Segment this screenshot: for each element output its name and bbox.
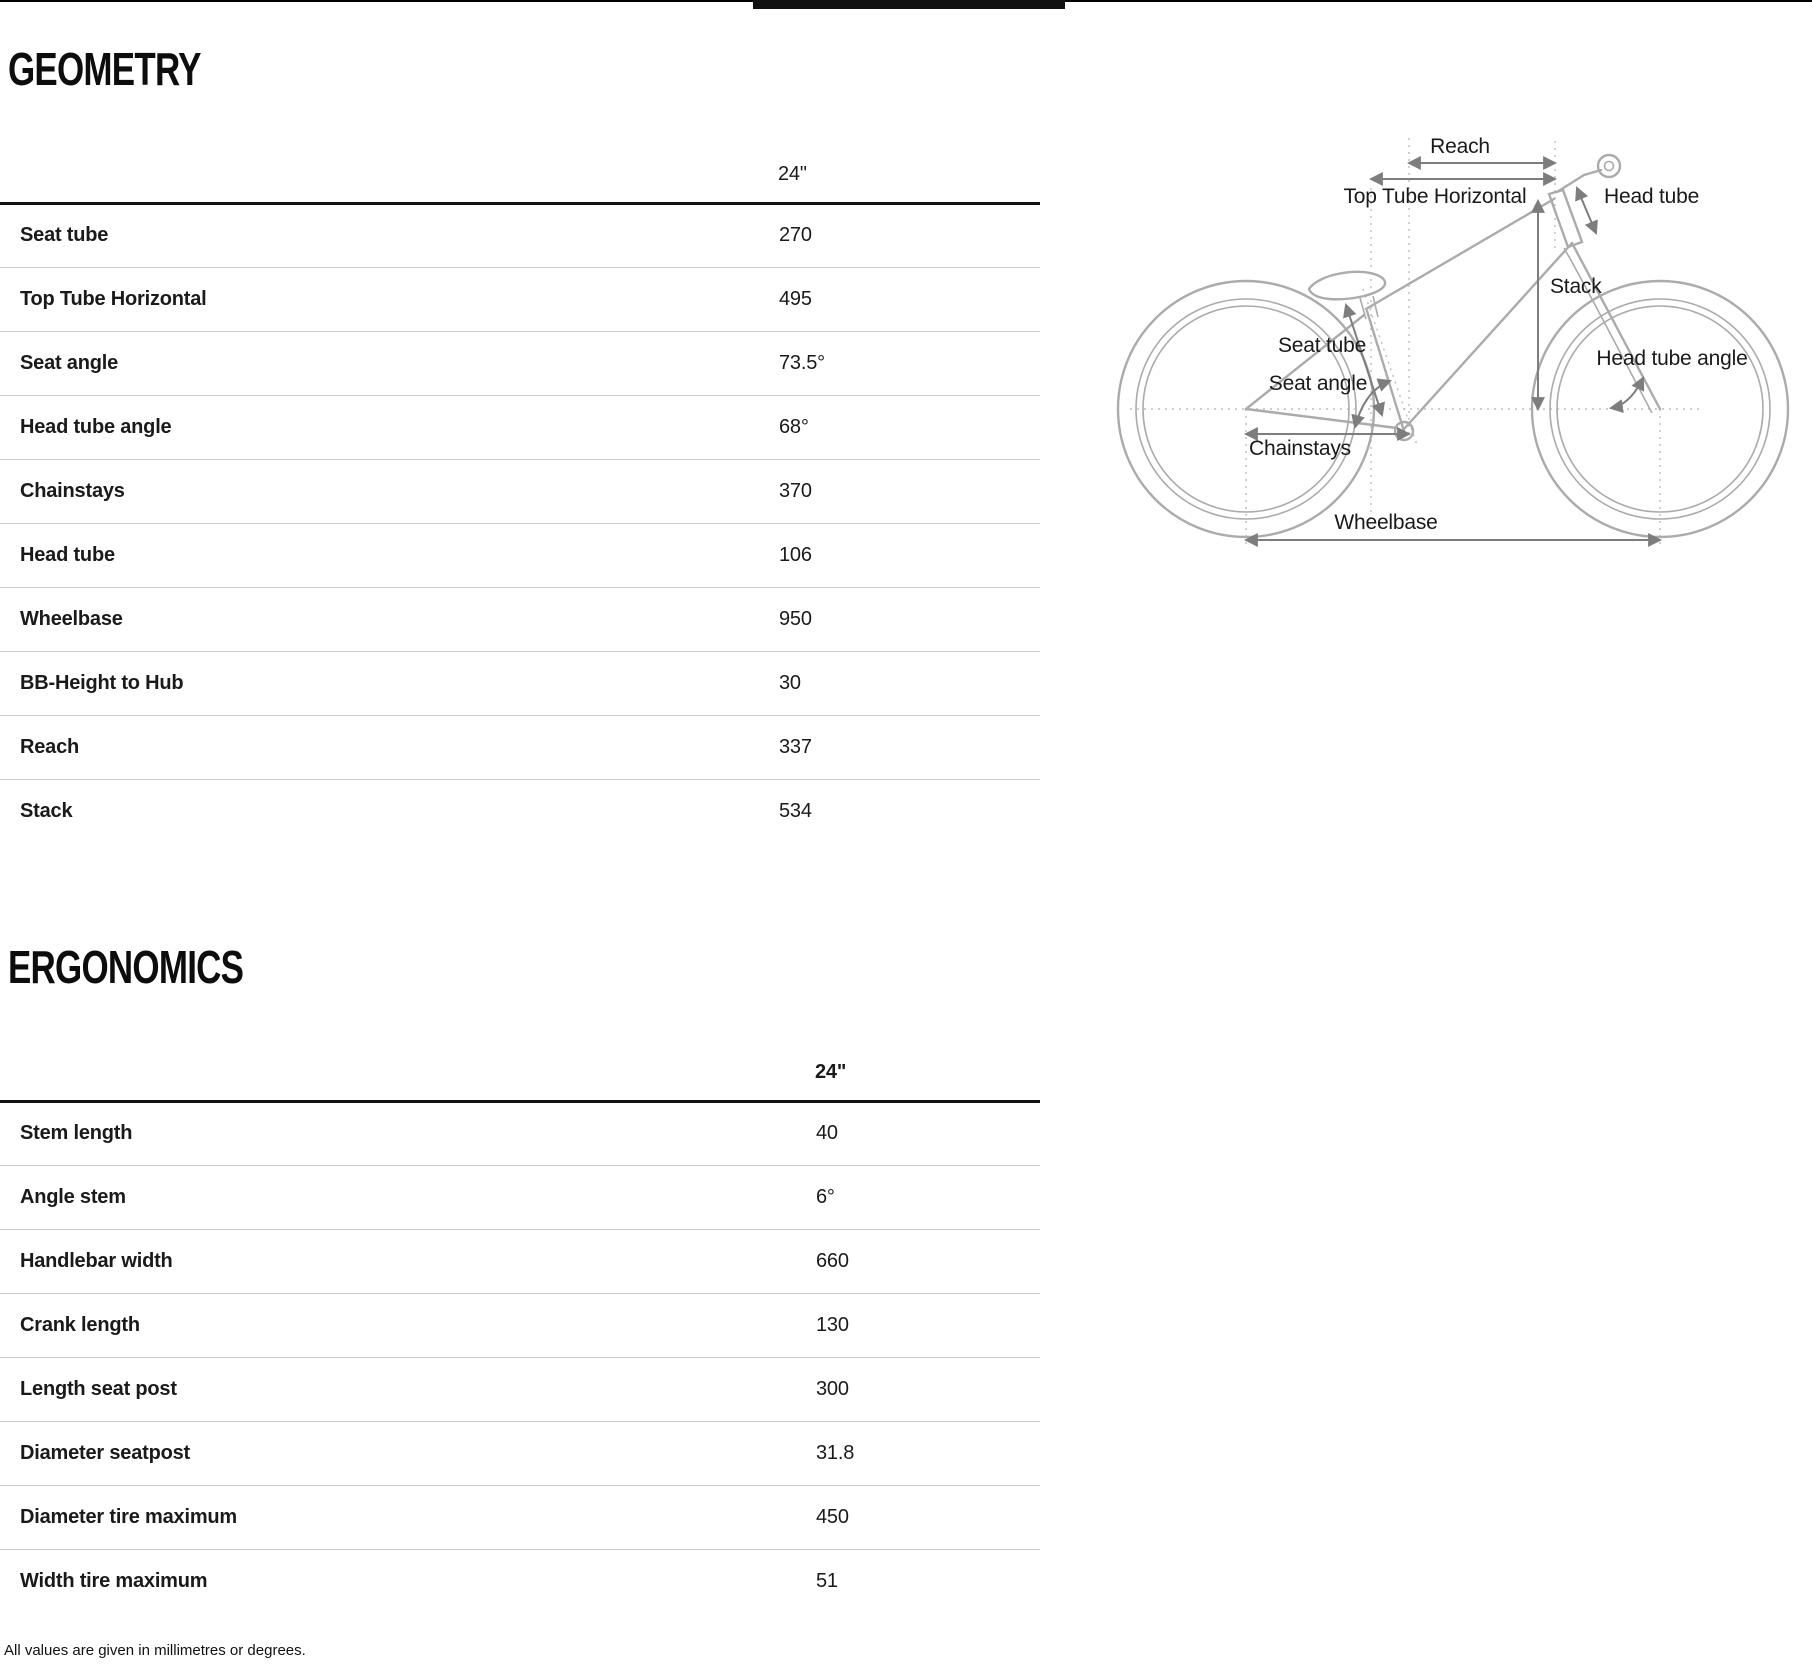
size-column-header: 24" <box>778 162 807 185</box>
ergonomics-header-row <box>0 1030 1040 1101</box>
spec-label: Stem length <box>20 1122 133 1144</box>
spec-label: Angle stem <box>20 1185 126 1208</box>
table-row <box>0 1229 1040 1293</box>
table-row <box>0 1293 1040 1357</box>
table-row <box>0 267 1040 331</box>
spec-value: 270 <box>779 224 812 246</box>
spec-value: 450 <box>816 1505 849 1528</box>
diagram-label-seat-tube: Seat tube <box>1277 334 1367 357</box>
table-row <box>0 1549 1040 1613</box>
spec-label: Width tire maximum <box>20 1569 208 1592</box>
spec-label: Seat angle <box>20 351 119 374</box>
spec-label: Diameter seatpost <box>20 1441 190 1464</box>
diagram-label-wheelbase: Wheelbase <box>1334 511 1438 534</box>
spec-value: 300 <box>816 1377 849 1400</box>
spec-value: 370 <box>779 479 812 502</box>
spec-label: Diameter tire maximum <box>20 1505 238 1528</box>
table-row <box>0 523 1040 587</box>
table-row <box>0 203 1040 267</box>
spec-value: 30 <box>779 671 801 694</box>
spec-label: Wheelbase <box>20 607 123 630</box>
geometry-section-title: GEOMETRY <box>8 43 201 95</box>
table-row <box>0 1165 1040 1229</box>
table-row <box>0 779 1040 843</box>
table-row <box>0 1421 1040 1485</box>
table-row <box>0 1485 1040 1549</box>
spec-label: BB-Height to Hub <box>20 671 184 694</box>
bike-outline <box>1118 155 1788 537</box>
table-row <box>0 395 1040 459</box>
spec-label: Crank length <box>20 1313 140 1336</box>
ergonomics-section-title: ERGONOMICS <box>8 941 244 993</box>
table-row <box>0 1357 1040 1421</box>
spec-value: 51 <box>816 1569 838 1592</box>
spec-name-column-header <box>0 1030 815 1101</box>
spec-label: Reach <box>20 735 80 758</box>
table-row <box>0 1101 1040 1165</box>
spec-name-column-header <box>0 132 778 203</box>
diagram-label-stack: Stack <box>1550 275 1602 298</box>
table-row <box>0 651 1040 715</box>
top-scroll-indicator <box>753 0 1065 9</box>
table-row <box>0 331 1040 395</box>
diagram-labels <box>1249 135 1748 534</box>
diagram-label-chainstays: Chainstays <box>1249 437 1351 460</box>
spec-value: 106 <box>779 543 812 566</box>
spec-value: 337 <box>779 735 812 758</box>
spec-label: Head tube <box>20 543 115 566</box>
spec-value: 950 <box>779 607 812 630</box>
spec-value: 73.5° <box>779 351 825 374</box>
bike-geometry-diagram <box>1060 93 1812 573</box>
spec-label: Seat tube <box>20 224 109 246</box>
diagram-label-head-tube: Head tube <box>1604 185 1700 208</box>
spec-label: Head tube angle <box>20 415 172 438</box>
geometry-header-row <box>0 132 1040 203</box>
units-footnote: All values are given in millimetres or degrees. <box>4 1642 306 1659</box>
diagram-label-reach: Reach <box>1430 135 1490 158</box>
spec-value: 40 <box>816 1122 838 1144</box>
size-column-header: 24" <box>815 1060 847 1083</box>
spec-label: Handlebar width <box>20 1249 173 1272</box>
spec-value: 68° <box>779 415 809 438</box>
spec-label: Top Tube Horizontal <box>20 287 207 310</box>
diagram-label-head-tube-angle: Head tube angle <box>1596 347 1748 370</box>
table-row <box>0 459 1040 523</box>
spec-value: 130 <box>816 1313 849 1336</box>
spec-value: 6° <box>816 1185 835 1208</box>
spec-value: 31.8 <box>816 1441 855 1464</box>
ergonomics-table <box>0 1030 1040 1613</box>
table-row <box>0 587 1040 651</box>
spec-label: Chainstays <box>20 479 125 502</box>
diagram-label-top-tube: Top Tube Horizontal <box>1343 185 1527 208</box>
spec-value: 660 <box>816 1249 849 1272</box>
spec-value: 495 <box>779 287 812 310</box>
table-row <box>0 715 1040 779</box>
diagram-label-seat-angle: Seat angle <box>1268 372 1368 395</box>
geometry-table <box>0 132 1040 843</box>
spec-value: 534 <box>779 799 812 822</box>
spec-label: Stack <box>20 799 73 822</box>
spec-label: Length seat post <box>20 1377 177 1400</box>
